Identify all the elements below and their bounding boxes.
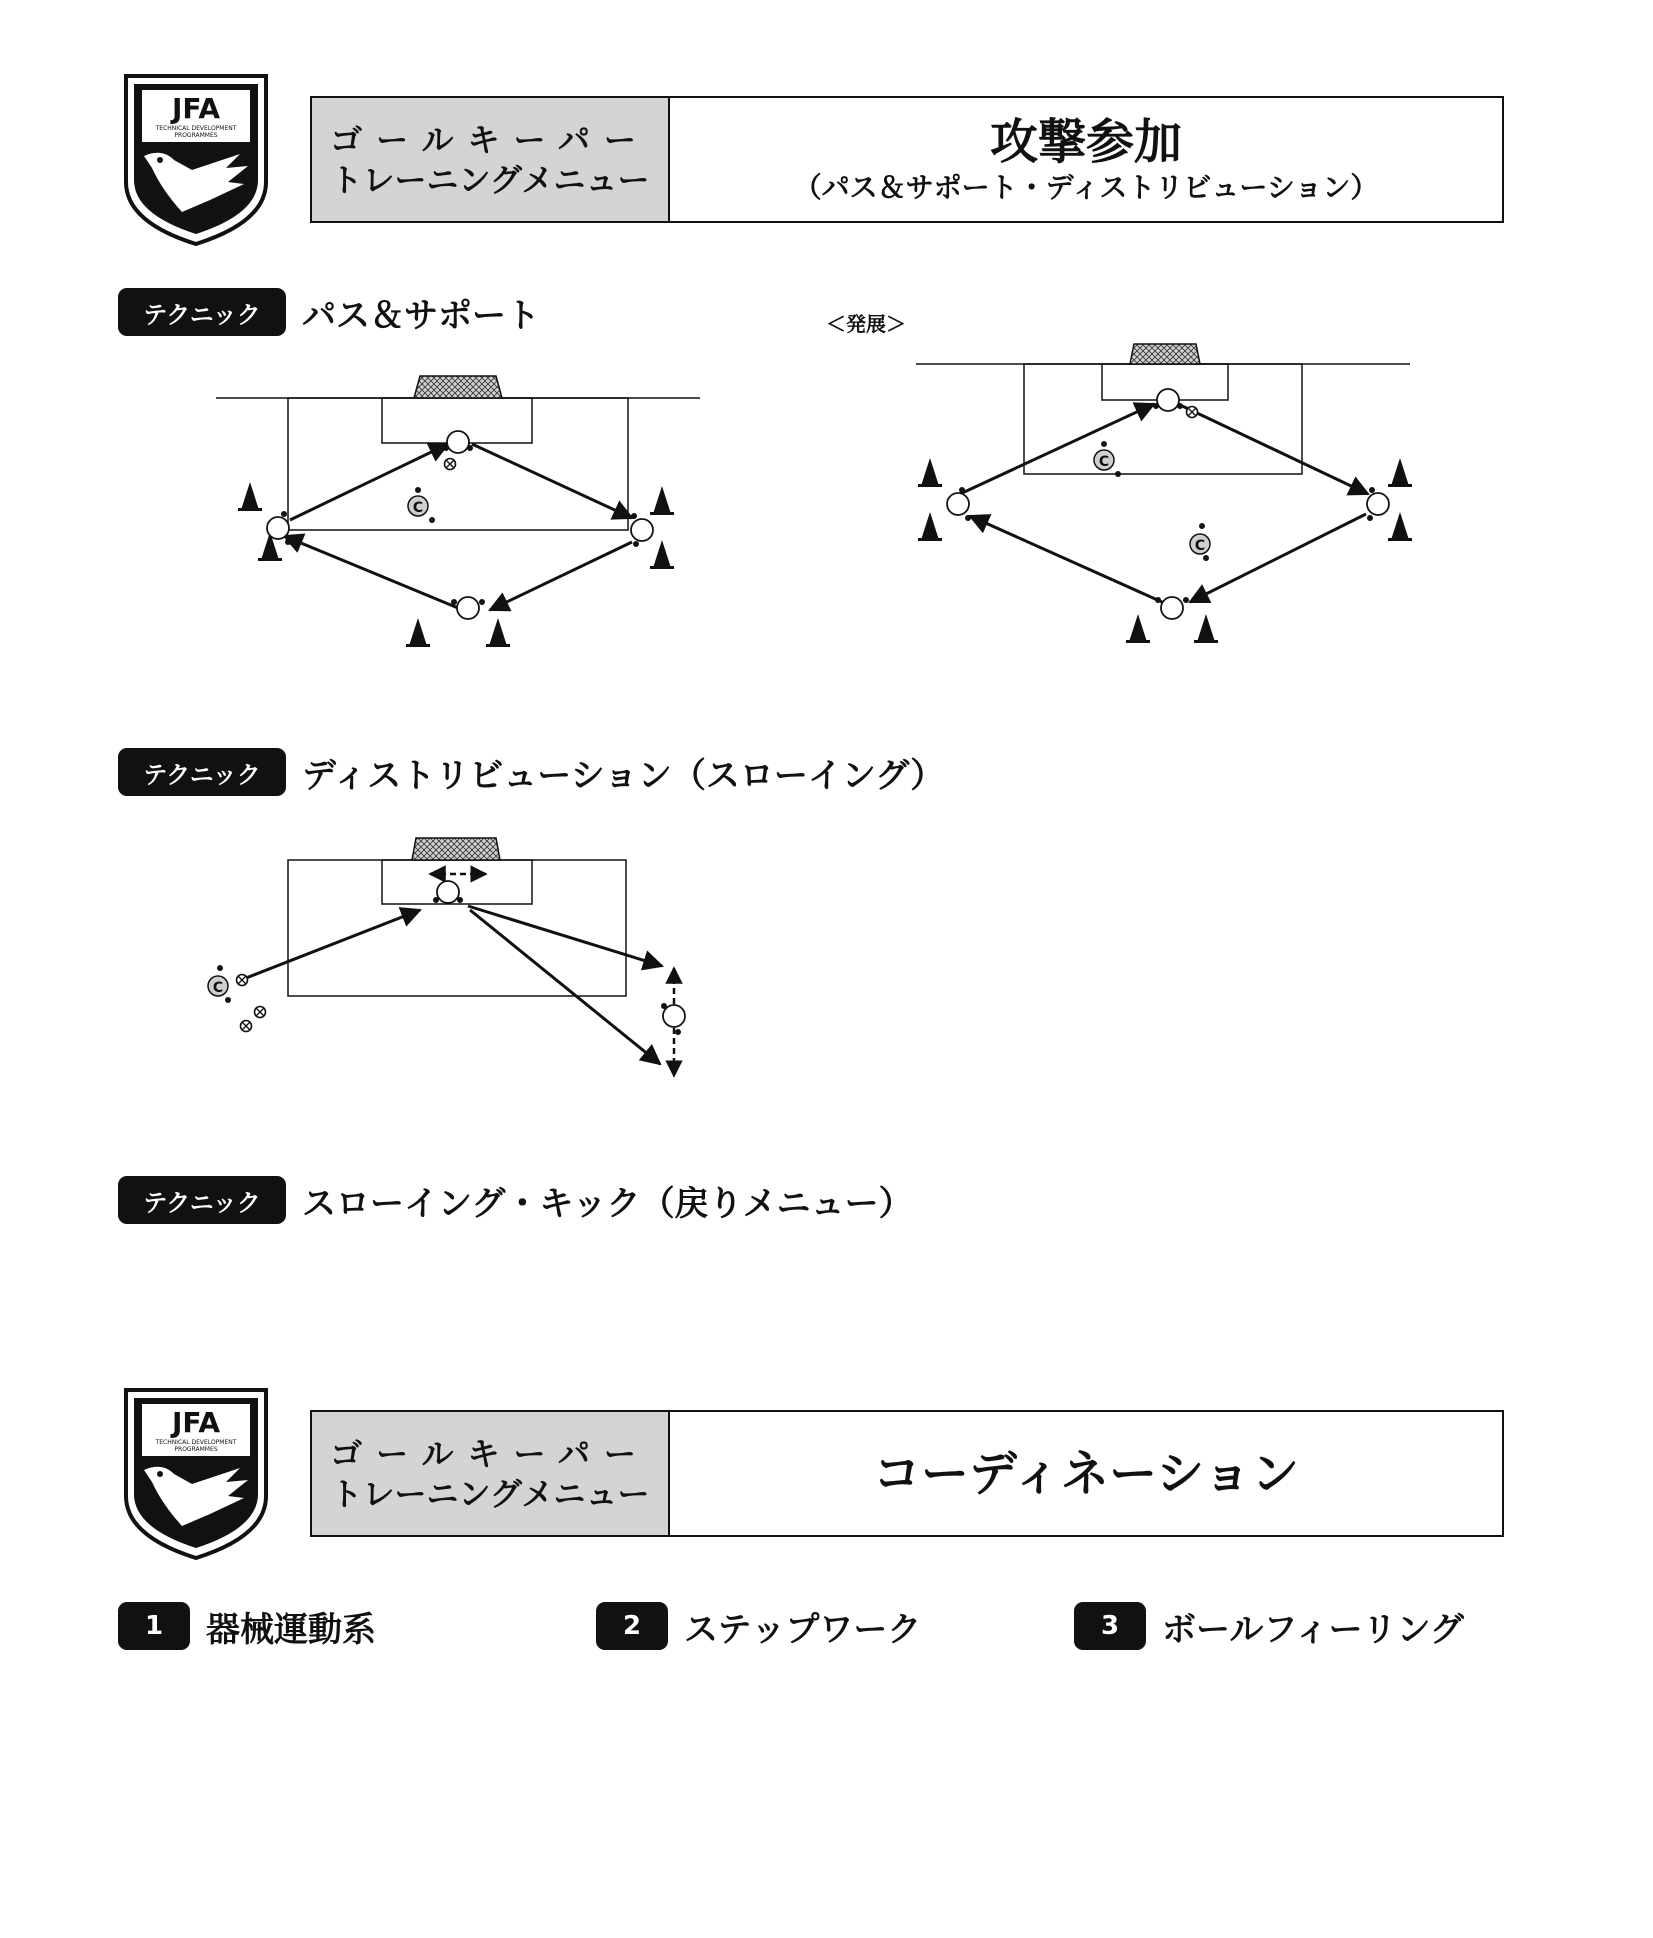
menu-item-stepwork: ステップワーク <box>684 1610 922 1650</box>
svg-text:C: C <box>1098 454 1110 470</box>
page-title: 攻撃参加 <box>989 113 1182 170</box>
svg-text:C: C <box>1194 538 1206 554</box>
svg-text:C: C <box>212 980 224 996</box>
logo-subtext: PROGRAMMES <box>174 1446 218 1453</box>
technique-tag: テクニック <box>118 748 286 796</box>
item-number-badge: 2 <box>596 1602 668 1650</box>
menu-category <box>312 1412 670 1535</box>
logo-text: JFA <box>171 1406 221 1439</box>
coach <box>1094 441 1121 477</box>
logo-subtext: TECHNICAL DEVELOPMENT <box>155 1439 237 1446</box>
player-bottom <box>451 597 485 619</box>
coach <box>208 965 231 1003</box>
player-right <box>631 513 653 547</box>
technique-tag: テクニック <box>118 1176 286 1224</box>
logo-subtext: TECHNICAL DEVELOPMENT <box>155 125 237 132</box>
item-number-badge: 3 <box>1074 1602 1146 1650</box>
header-menu-title-2 <box>310 1410 1504 1537</box>
variant-label: ＜発展＞ <box>826 312 906 336</box>
menu-item-ball-feeling: ボールフィーリング <box>1162 1610 1464 1650</box>
player-bottom <box>1155 597 1189 619</box>
diagram-pass-support <box>200 360 720 660</box>
jfa-logo <box>122 72 270 246</box>
section-title-distribution: ディストリビューション（スローイング） <box>302 756 945 796</box>
logo-subtext: PROGRAMMES <box>174 132 218 139</box>
logo-text: JFA <box>171 92 221 125</box>
menu-category-line2: トレーニングメニュー <box>330 1474 650 1513</box>
player-right <box>1367 487 1389 521</box>
svg-text:C: C <box>412 500 424 516</box>
player-keeper <box>1153 389 1183 411</box>
item-number-badge: 1 <box>118 1602 190 1650</box>
diagram-pass-support-advanced <box>900 330 1440 650</box>
menu-category <box>312 98 670 221</box>
diagram-distribution-throwing <box>190 820 710 1090</box>
page-title: コーディネーション <box>872 1445 1300 1502</box>
menu-category-line2: トレーニングメニュー <box>330 160 650 199</box>
coach <box>408 487 435 523</box>
header-menu-title-1 <box>310 96 1504 223</box>
page-subtitle: （パス＆サポート・ディストリビューション） <box>793 170 1379 204</box>
menu-category-line1: ゴールキーパー <box>330 120 650 159</box>
menu-item-apparatus: 器械運動系 <box>206 1610 376 1650</box>
jfa-logo <box>122 1386 270 1560</box>
technique-tag: テクニック <box>118 288 286 336</box>
section-title-throwing-kick: スローイング・キック（戻りメニュー） <box>302 1184 913 1224</box>
player-keeper <box>443 431 473 453</box>
menu-category-line1: ゴールキーパー <box>330 1434 650 1473</box>
player-keeper <box>433 881 463 903</box>
section-title-pass-support: パス＆サポート <box>302 296 540 336</box>
coach <box>1190 523 1210 561</box>
